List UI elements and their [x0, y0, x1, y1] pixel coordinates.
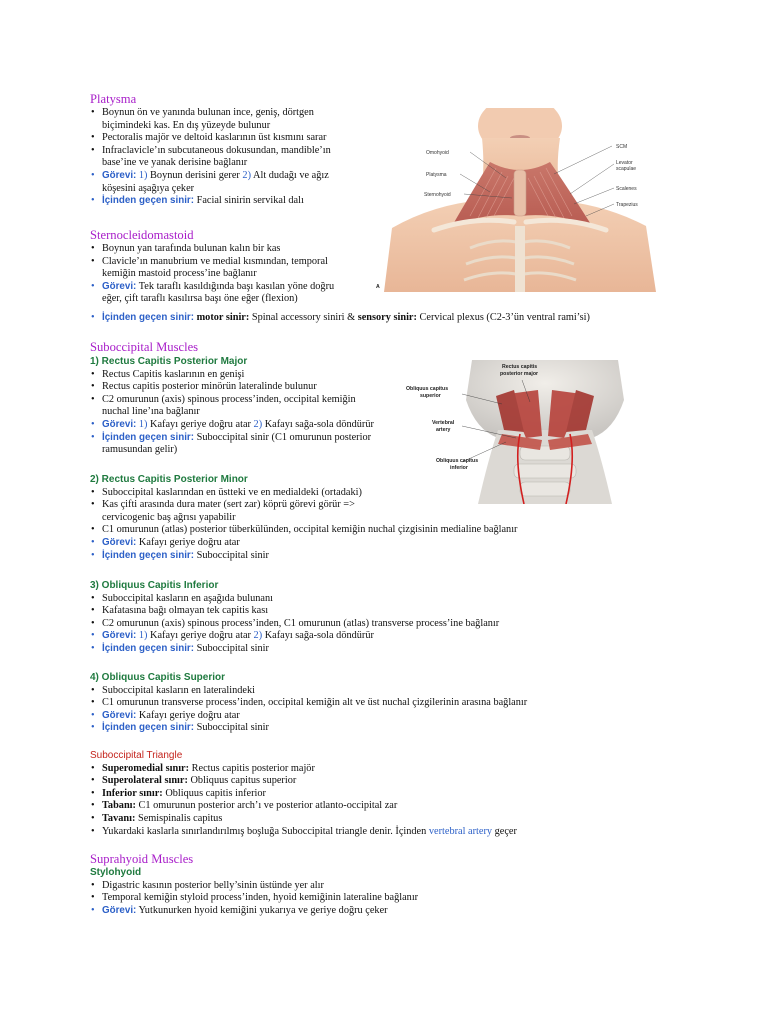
function-number: 2) — [242, 169, 251, 181]
list-item: • Kas çifti arasında dura mater (sert zar) köprü görevi görür => cervicogenic baş ağrısı yapabilir — [90, 499, 368, 524]
list-item: • Boynun yan tarafında bulunan kalın bir kas — [90, 243, 352, 256]
triangle-row — [90, 800, 650, 813]
motor-text: Spinal accessory siniri & — [251, 312, 356, 323]
ocs-nerve-item — [90, 722, 650, 735]
rcpminor-function-item — [90, 537, 560, 550]
triangle-heading: Suboccipital Triangle — [90, 750, 183, 761]
suboccipital-section — [90, 340, 390, 457]
row-label: Tabanı: — [102, 800, 136, 812]
function-label: Görevi: — [102, 904, 137, 916]
label-ocs-line1: Obliquus capitus — [406, 386, 449, 392]
scm-nerve-list — [90, 312, 690, 325]
list-item: • Pectoralis majör ve deltoid kaslarının üst kısmını sarar — [90, 132, 352, 145]
neck-muscles-figure — [374, 108, 664, 292]
scm-list — [90, 243, 352, 306]
stylohyoid-list — [90, 880, 650, 918]
label-oci-line2: inferior — [450, 465, 468, 471]
nerve-label: İçinden geçen sinir: — [102, 195, 195, 207]
row-text: C1 omurunun posterior arch’ı ve posterior atlanto-occipital zar — [138, 800, 398, 812]
rcpmajor-list — [90, 369, 390, 457]
list-item: • C2 omurunun (axis) spinous process’inden, occipital kemiğin nuchal line’ına bağlanır — [90, 394, 378, 419]
scm-nerve-item — [90, 312, 690, 325]
rcpminor-list — [90, 487, 560, 563]
label-scapulae: scapulae — [616, 166, 637, 172]
list-item: • Suboccipital kaslarından en üstteki ve en medialdeki (ortadaki) — [90, 487, 560, 500]
function-number: 2) — [253, 418, 263, 430]
platysma-nerve-item — [90, 195, 352, 208]
nerve-label: İçinden geçen sinir: — [102, 431, 195, 443]
label-oci-line1: Obliquus capitus — [436, 458, 479, 464]
triangle-row — [90, 813, 650, 826]
nerve-label: İçinden geçen sinir: — [102, 642, 195, 654]
function-text: Tek taraflı kasıldığında başı kasılan yöne doğru eğer, çift taraflı kasılırsa başı öne eğer (flexion) — [102, 280, 335, 305]
list-item: • C1 omurunun (atlas) posterior tüberkülünden, occipital kemiğin nuchal çizgisinin medialine bağlanır — [90, 524, 560, 537]
label-omohyoid: Omohyoid — [426, 150, 449, 156]
list-item: • Kafatasına bağı olmayan tek capitis kası — [90, 605, 650, 618]
function-text: Kafayı sağa-sola döndürür — [264, 630, 374, 642]
nerve-label: İçinden geçen sinir: — [102, 722, 195, 734]
list-item: • Rectus Capitis kaslarının en genişi — [90, 369, 390, 382]
function-text: Kafayı geriye doğru atar — [150, 630, 251, 642]
suboccipital-heading: Suboccipital Muscles — [90, 340, 199, 354]
platysma-function-item — [90, 170, 352, 195]
nerve-text: Suboccipital sinir — [196, 549, 269, 561]
rcpminor-heading: 2) Rectus Capitis Posterior Minor — [90, 474, 248, 485]
function-text: Kafayı geriye doğru atar — [150, 418, 251, 430]
function-label: Görevi: — [102, 630, 137, 642]
triangle-row — [90, 763, 650, 776]
suprahyoid-section — [90, 852, 650, 917]
ocs-list — [90, 685, 650, 735]
scm-function-item — [90, 281, 352, 306]
list-item: • Infraclavicle’ın subcutaneous dokusundan, mandible’ın base’ine ve yanak derisine bağlanır — [90, 145, 352, 170]
motor-label: motor sinir: — [196, 312, 250, 323]
function-text: Kafayı geriye doğru atar — [138, 536, 240, 548]
vertebral-artery-link[interactable]: vertebral artery — [428, 825, 493, 837]
nerve-label: İçinden geçen sinir: — [102, 549, 195, 561]
triangle-summary — [90, 826, 650, 839]
stylohyoid-heading: Stylohyoid — [90, 867, 142, 878]
ocs-heading: 4) Obliquus Capitis Superior — [90, 672, 226, 683]
oci-section — [90, 580, 650, 656]
triangle-list — [90, 763, 650, 839]
list-item: • C2 omurunun (axis) spinous process’inden, C1 omurunun (atlas) transverse process’ine bağlanır — [90, 618, 650, 631]
list-item: • Suboccipital kasların en lateralindeki — [90, 685, 650, 698]
nerve-text: Suboccipital sinir — [196, 722, 269, 734]
function-number: 1) — [138, 630, 148, 642]
oci-heading: 3) Obliquus Capitis Inferior — [90, 580, 219, 591]
panel-letter: A — [376, 284, 380, 290]
rcpminor-nerve-item — [90, 550, 560, 563]
scm-heading: Sternocleidomastoid — [90, 228, 194, 242]
function-text: Kafayı geriye doğru atar — [138, 709, 240, 721]
function-label: Görevi: — [102, 280, 137, 292]
row-text: Rectus capitis posterior majör — [191, 762, 315, 774]
ocs-function-item — [90, 710, 650, 723]
function-label: Görevi: — [102, 709, 137, 721]
list-item: • Boynun ön ve yanında bulunan ince, geniş, dörtgen biçimindeki kas. En dış yüzeyde bulunur — [90, 107, 352, 132]
function-number: 2) — [253, 630, 263, 642]
row-label: Superomedial sınır: — [102, 762, 190, 774]
label-rcpm-line2: posterior major — [500, 371, 539, 377]
triangle-row — [90, 775, 650, 788]
rcpmajor-nerve-item — [90, 432, 382, 457]
scm-section — [90, 228, 352, 306]
function-label: Görevi: — [102, 418, 137, 430]
nerve-text: Facial sinirin servikal dalı — [196, 195, 304, 207]
stylohyoid-function-item — [90, 905, 650, 918]
list-item: • Temporal kemiğin styloid process’inden, hyoid kemiğinin lateraline bağlanır — [90, 892, 650, 905]
list-item: • Rectus capitis posterior minörün lateralinde bulunur — [90, 381, 390, 394]
suprahyoid-heading: Suprahyoid Muscles — [90, 852, 194, 866]
function-text: Alt dudağı ve ağız köşesini aşağıya çeker — [102, 169, 329, 194]
sensory-text: Cervical plexus (C2-3’ün ventral rami’si) — [419, 312, 590, 323]
list-item: • C1 omurunun transverse process’inden, occipital kemiğin alt ve üst nuchal çizgilerinin arasına bağlanır — [90, 697, 650, 710]
rcpminor-section — [90, 474, 560, 562]
triangle-section — [90, 750, 650, 838]
label-scalenes: Scalenes — [616, 186, 637, 192]
row-text: Obliquus capitis inferior — [165, 787, 266, 799]
function-text: Yutkunurken hyoid kemiğini yukarıya ve geriye doğru çeker — [138, 904, 388, 916]
nerve-text: Suboccipital sinir — [196, 642, 269, 654]
label-rcpm-line1: Rectus capitis — [502, 364, 538, 370]
function-label: Görevi: — [102, 536, 137, 548]
function-number: 1) — [138, 169, 148, 181]
row-text: Semispinalis capitus — [137, 812, 223, 824]
nerve-label: İçinden geçen sinir: — [102, 312, 195, 323]
row-label: Tavanı: — [102, 812, 136, 824]
label-va-line2: artery — [436, 427, 451, 433]
list-item: • Digastric kasının posterior belly’sinin üstünde yer alır — [90, 880, 650, 893]
row-label: Inferior sınır: — [102, 787, 163, 799]
row-label: Superolateral sınır: — [102, 775, 188, 787]
label-trapezius: Trapezius — [616, 202, 638, 208]
summary-text: Yukardaki kaslarla sınırlandırılmış boşluğa Suboccipital triangle denir. İçinden — [102, 825, 427, 837]
nerve-text: Suboccipital sinir (C1 omurunun posterior ramusundan gelir) — [102, 431, 372, 456]
function-label: Görevi: — [102, 169, 137, 181]
function-number: 1) — [138, 418, 148, 430]
label-va-line1: Vertebral — [432, 420, 455, 426]
list-item: • Suboccipital kasların en aşağıda bulunanı — [90, 593, 650, 606]
label-scm: SCM — [616, 144, 628, 150]
label-platysma: Platysma — [426, 172, 447, 178]
oci-function-item — [90, 630, 650, 643]
sensory-label: sensory sinir: — [357, 312, 417, 323]
row-text: Obliquus capitus superior — [190, 775, 297, 787]
rcpmajor-heading: 1) Rectus Capitis Posterior Major — [90, 356, 248, 367]
label-ocs-line2: superior — [420, 393, 441, 399]
ocs-section — [90, 672, 650, 735]
oci-nerve-item — [90, 643, 650, 656]
scm-nerve-row — [90, 312, 690, 325]
list-item: • Clavicle’ın manubrium ve medial kısmından, temporal kemiğin mastoid process’ine bağlanır — [90, 256, 352, 281]
function-text: Boynun derisini gerer — [150, 169, 240, 181]
summary-text-end: geçer — [494, 825, 517, 837]
platysma-list — [90, 107, 352, 208]
triangle-row — [90, 788, 650, 801]
label-sternohyoid: Sternohyoid — [424, 192, 451, 198]
label-levator: Levator — [616, 160, 633, 166]
function-text: Kafayı sağa-sola döndürür — [264, 418, 374, 430]
platysma-section — [90, 92, 352, 208]
oci-list — [90, 593, 650, 656]
rcpmajor-function-item — [90, 419, 390, 432]
platysma-heading: Platysma — [90, 92, 137, 106]
